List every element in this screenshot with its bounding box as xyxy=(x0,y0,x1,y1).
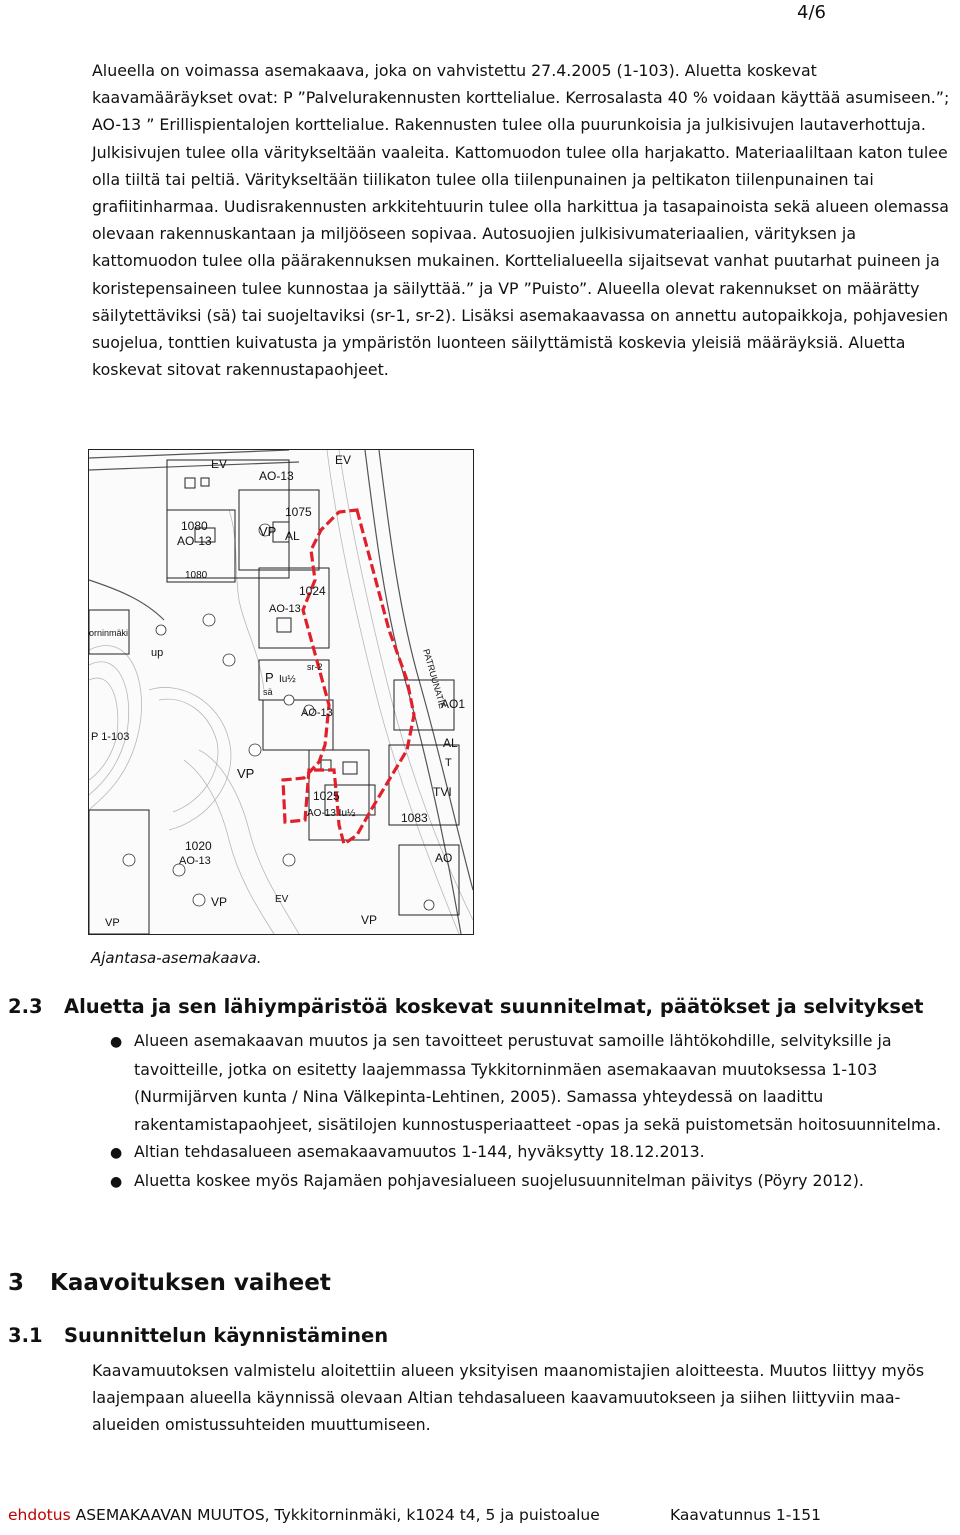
map-label-ev-2: EV xyxy=(335,453,352,467)
map-label-1025: 1025 xyxy=(313,789,340,803)
section-3-title: Kaavoituksen vaiheet xyxy=(50,1270,331,1296)
section-3-1-heading xyxy=(8,1324,388,1347)
bullet-icon: ● xyxy=(110,1144,123,1161)
intro-paragraph: Alueella on voimassa asemakaava, joka on vahvistettu 27.4.2005 (1-103). Aluetta koskevat kaavamääräykset ovat: P ”Palvelurakennusten korttelialue. Kerrosalasta 40 % voidaan käyttää asumiseen.”; AO-13 ” Erillispientalojen korttelialue. Rakennusten tulee olla puurunkoisia ja julkisivujen lautaverhottuja. Julkisivujen tulee olla väritykseltään vaaleita. Kattomuodon tulee olla harjakatto. Materiaaliltaan katon tulee olla tiiltä tai peltiä. Väritykseltään tiilikaton tulee olla tiilenpunainen ja peltikaton tiilenpunainen tai grafiitinharmaa. Uudisrakennusten arkkitehtuurin tulee olla harkittua ja tasapainoista sekä alueen olemassa olevaan rakennuskantaan ja miljööseen sopivaa. Autosuojien julkisivumateriaalien, värityksen ja kattomuodon tulee olla päärakennuksen mukainen. Korttelialueella sijaitsevat vanhat puutarhat puineen ja koristepensaineen tulee kunnostaa ja säilyttää.” ja VP ”Puisto”. Alueella olevat rakennukset on määrätty säilytettäviksi (sä) tai suojeltaviksi (sr-1, sr-2). Lisäksi asemakaavassa on annettu autopaikkoja, pohjavesien suojelua, tonttien kuivatusta ja ympäristön luonteen säilyttämistä koskevia yleisiä määräyksiä. Aluetta koskevat sitovat rakennustapaohjeet. xyxy=(92,61,950,380)
footer-document-title: ASEMAKAAVAN MUUTOS, Tykkitorninmäki, k1024 t4, 5 ja puistoalue xyxy=(75,1506,600,1524)
map-label-ev: EV xyxy=(211,457,228,471)
map-label-iu: Iu½ xyxy=(279,674,296,685)
map-label-ao13-bottom: AO-13 xyxy=(179,855,211,867)
map-label-vp-3: VP xyxy=(211,895,228,909)
map-label-al-2: AL xyxy=(443,736,458,750)
map-label-1080: 1080 xyxy=(181,519,208,533)
section-2-3-bullet-list xyxy=(92,1027,952,1196)
bullet-icon: ● xyxy=(110,1174,123,1191)
bullet-text: Aluetta koskee myös Rajamäen pohjavesialueen suojelusuunnitelman päivitys (Pöyry 2012). xyxy=(134,1171,864,1191)
map-label-vp-5: VP xyxy=(105,917,120,929)
page-number: 4/6 xyxy=(797,2,826,23)
map-label-1083: 1083 xyxy=(401,811,428,825)
bullet-icon: ● xyxy=(110,1034,123,1050)
map-label-al: AL xyxy=(285,529,300,543)
section-3-heading xyxy=(8,1270,331,1296)
section-2-3-heading xyxy=(8,995,924,1018)
map-label-ao1: AO1 xyxy=(441,697,466,711)
map-label-t: T xyxy=(445,757,452,769)
bullet-text: Altian tehdasalueen asemakaavamuutos 1-144, hyväksytty 18.12.2013. xyxy=(134,1141,705,1161)
map-label-vp: VP xyxy=(259,524,277,539)
zoning-map-drawing xyxy=(89,450,473,934)
bullet-text: Alueen asemakaavan muutos ja sen tavoitteet perustuvat samoille lähtökohdille, selvityksille ja tavoitteille, jotka on esitetty laajemmassa Tykkitorninmäen asemakaavan muutoksessa 1-103 (Nurmijärven kunta / Nina Välkepinta-Lehtinen, 2005). Samassa yhteydessä on laadittu rakentamistapaohjeet, sisätilojen kunnostusperiaatteet -opas ja sekä puistometsän hoitosuunnitelma. xyxy=(134,1031,942,1134)
map-label-vp-1-103: P 1-103 xyxy=(91,731,130,743)
map-label-patruunatie: PATRUUNATIE xyxy=(421,647,448,710)
section-3-number: 3 xyxy=(8,1270,25,1296)
map-label-ao13-top: AO-13 xyxy=(259,469,294,483)
map-label-ao-right: AO xyxy=(435,851,453,865)
map-label-p: P xyxy=(265,670,274,685)
map-label-up: up xyxy=(151,647,164,659)
list-item xyxy=(92,1138,952,1167)
section-3-1-title: Suunnittelun käynnistäminen xyxy=(64,1324,389,1347)
footer-plan-code: Kaavatunnus 1-151 xyxy=(670,1506,821,1524)
map-label-ao13-left: AO-13 xyxy=(177,534,212,548)
section-3-1-paragraph: Kaavamuutoksen valmistelu aloitettiin alueen yksityisen maanomistajien aloitteesta. Muutos liittyy myös laajempaan alueella käynnissä olevaan Altian tehdasalueen kaavamuutokseen ja siihen liittyviin maa-alueiden omistussuhteiden muuttumiseen. xyxy=(92,1361,925,1435)
section-2-3-title: Aluetta ja sen lähiympäristöä koskevat suunnitelmat, päätökset ja selvitykset xyxy=(64,995,924,1018)
map-label-ao13-mid: AO-13 xyxy=(269,603,301,615)
map-label-ao13-low: AO-13 xyxy=(301,707,333,719)
list-item xyxy=(92,1167,952,1196)
map-label-ao13-1025: AO-13 Iu½ xyxy=(307,808,356,819)
zoning-map xyxy=(88,449,474,935)
page-footer xyxy=(8,1506,821,1524)
map-label-tvi: TVI xyxy=(433,785,452,799)
map-label-ev-3: EV xyxy=(275,894,289,905)
map-label-1075: 1075 xyxy=(285,505,312,519)
map-label-1020: 1020 xyxy=(185,839,212,853)
list-item xyxy=(92,1027,952,1138)
map-label-tykkitorninmaki: orninmäki xyxy=(89,628,129,638)
section-2-3-number: 2.3 xyxy=(8,995,43,1018)
roads xyxy=(89,450,473,934)
map-label-sa: sä xyxy=(263,687,273,697)
map-label-1080-small: 1080 xyxy=(185,570,208,581)
section-3-1-number: 3.1 xyxy=(8,1324,43,1347)
map-label-vp-2: VP xyxy=(237,766,255,781)
map-label-vp-4: VP xyxy=(361,913,378,927)
draft-label: ehdotus xyxy=(8,1506,71,1524)
contour-lines xyxy=(89,450,473,934)
map-caption: Ajantasa-asemakaava. xyxy=(91,949,262,967)
map-label-sr2: sr-2 xyxy=(307,662,323,672)
map-label-1024: 1024 xyxy=(299,584,326,598)
